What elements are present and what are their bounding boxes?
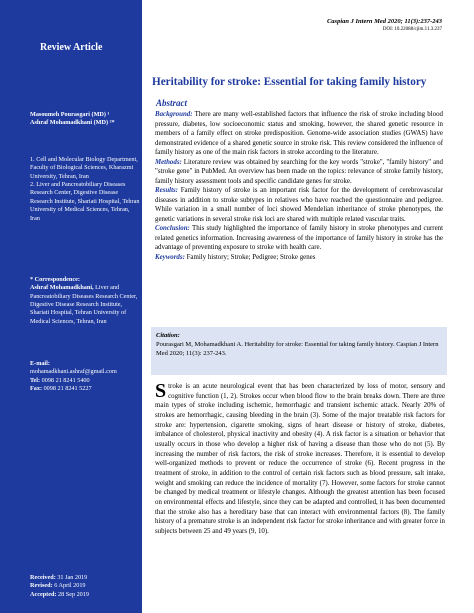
- doi[interactable]: DOI: 10.22088/cjim.11.3.237: [382, 27, 442, 32]
- correspondence-address: Liver and Pancreatobiliary Diseases Research Center, Digestive Disease Research Institute, Shariati Hospital, Tehran University of Medical Sciences, Tehran, Iran: [30, 284, 138, 325]
- email-label: E-mail:: [30, 360, 50, 367]
- author-1: Masoumeh Pourasgari (MD) ¹: [30, 111, 110, 118]
- affiliation-2: 2. Liver and Pancreatobiliary Diseases Research Center, Digestive Disease Research Institute, Shariati Hospital, Tehran University of Medical Sciences, Tehran, Iran: [30, 181, 140, 222]
- background-text: There are many well-established factors that influence the risk of stroke including blood pressure, diabetes, low socioeconomic status and smoking, however, the shared genetic resource in members of a family effect on stroke predisposition. Genome-wide association studies (GWAS) have demonstrated evidence of a shared genetic source in stroke risk. This review considered the influence of family history as one of the main risk factors in stroke according to the literature.: [155, 111, 443, 157]
- contact-info: [30, 360, 140, 393]
- revised-date: 6 April 2019: [54, 582, 86, 590]
- fax-value: 0098 21 8241 5227: [43, 385, 92, 393]
- conclusion-text: This study highlighted the importance of family history in stroke phenotypes and current related genetics information. Increasing awareness of the importance of family history in stroke has the advantage of preventing exposure to stroke with health care.: [155, 225, 443, 252]
- conclusion-label: Conclusion:: [155, 225, 190, 233]
- correspondence-label: * Correspondence:: [30, 276, 80, 283]
- email-link[interactable]: mohamadkhani.ashraf@gmail.com: [30, 368, 117, 376]
- revised-label: Revised:: [30, 582, 53, 590]
- drop-cap: S: [155, 380, 167, 402]
- sidebar: [0, 0, 142, 613]
- correspondence: [30, 276, 140, 326]
- keywords-text: Family history; Stroke; Pedigree; Stroke genes: [186, 253, 316, 261]
- affiliation-1: 1. Cell and Molecular Biology Department, Faculty of Biological Sciences, Kharazmi University, Tehran, Iran: [30, 156, 138, 180]
- article-dates: [30, 574, 140, 599]
- results-text: Family history of stroke is an important risk factor for the development of cerebrovascular diseases in addition to stroke subtypes in relatives who have reached the questionnaire and pedigree. While variation in a small number of loci showed Mendelian inheritance of stroke phenotypes, the genetic variations in several stroke risk loci are shared with multiple related vascular traits.: [155, 187, 444, 223]
- background-label: Background:: [155, 111, 193, 118]
- article-title: Heritability for stroke: Essential for taking family history: [152, 76, 427, 88]
- fax-label: Fax:: [30, 385, 43, 393]
- accepted-date: 28 Sep 2019: [58, 590, 89, 598]
- tel-label: Tel:: [30, 376, 41, 384]
- abstract-heading: Abstract: [156, 98, 188, 108]
- affiliations: [30, 156, 140, 223]
- body-paragraph: troke is an acute neurological event that has been characterized by loss of motor, sensory and cognitive function (1, 2). Strokes occur when blood flow to the brain breaks down. There are three main types of stroke including ischemic, hemorrhagic and transient ischemic attack. Nearly 20% of strokes are hemorrhagic, causing bleeding in the brain (3). Some of the major treatable risk factors for stroke are: hypertension, cigarette smoking, signs of heart disease or history of stroke, diabetes, imbalance of cholesterol, physical inactivity and obesity (4). A risk factor is a situation or behavior that usually occurs in those who develop a higher risk of having a disease than those who do not (5). By increasing the number of risk factors, the risk of stroke increases. Therefore, it is essential to develop well-organized methods to prevent or reduce the occurrence of stroke (6). Recent progress in the treatment of stroke, in addition to the control of certain risk factors such as blood pressure, salt intake, weight and smoking can reduce the incidence of mortality (7). However, some factors for stroke cannot be changed by medical treatment or lifestyle changes. Although the greatest attention has been focused on environmental effects and lifestyle, since they can be adapted and controlled, it has been documented that the stroke also has a hereditary base that can interact with environmental factors (8). The family history of a premature stroke is an independent risk factor for stroke inheritance and with greater force in subjects between 25 and 49 years (9, 10).: [155, 383, 445, 535]
- citation-text: Pourasgari M, Mohamadkhani A. Heritability for stroke: Essential for taking family history. Caspian J Intern Med 2020; 11(3): 237-243.: [156, 341, 439, 357]
- methods-label: Methods:: [155, 158, 182, 166]
- tel-value: 0098 21 8241 5400: [41, 376, 90, 384]
- body-text: [155, 382, 445, 537]
- received-label: Received:: [30, 574, 56, 581]
- abstract: [155, 110, 443, 262]
- citation-box: [151, 327, 447, 375]
- author-2: Ashraf Mohamadkhani (MD) ²*: [30, 119, 115, 127]
- methods-text: Literature review was obtained by searching for the key words "stroke", "family history" and "stroke gene" in PubMed. An overview has been made on the topics: relevance of stroke family history, family history assessment tools and specific candidate genes for stroke.: [155, 158, 443, 185]
- author-list: [30, 111, 140, 128]
- citation-label: Citation:: [156, 332, 180, 339]
- received-date: 31 Jan 2019: [57, 574, 88, 581]
- section-label: Review Article: [40, 42, 103, 53]
- correspondence-name: Ashraf Mohamadkhani,: [30, 284, 94, 292]
- results-label: Results:: [155, 187, 178, 195]
- keywords-label: Keywords:: [155, 253, 185, 261]
- journal-name: Caspian J Intern Med 2020; 11(3):237-243: [326, 18, 442, 25]
- accepted-label: Accepted:: [30, 590, 57, 598]
